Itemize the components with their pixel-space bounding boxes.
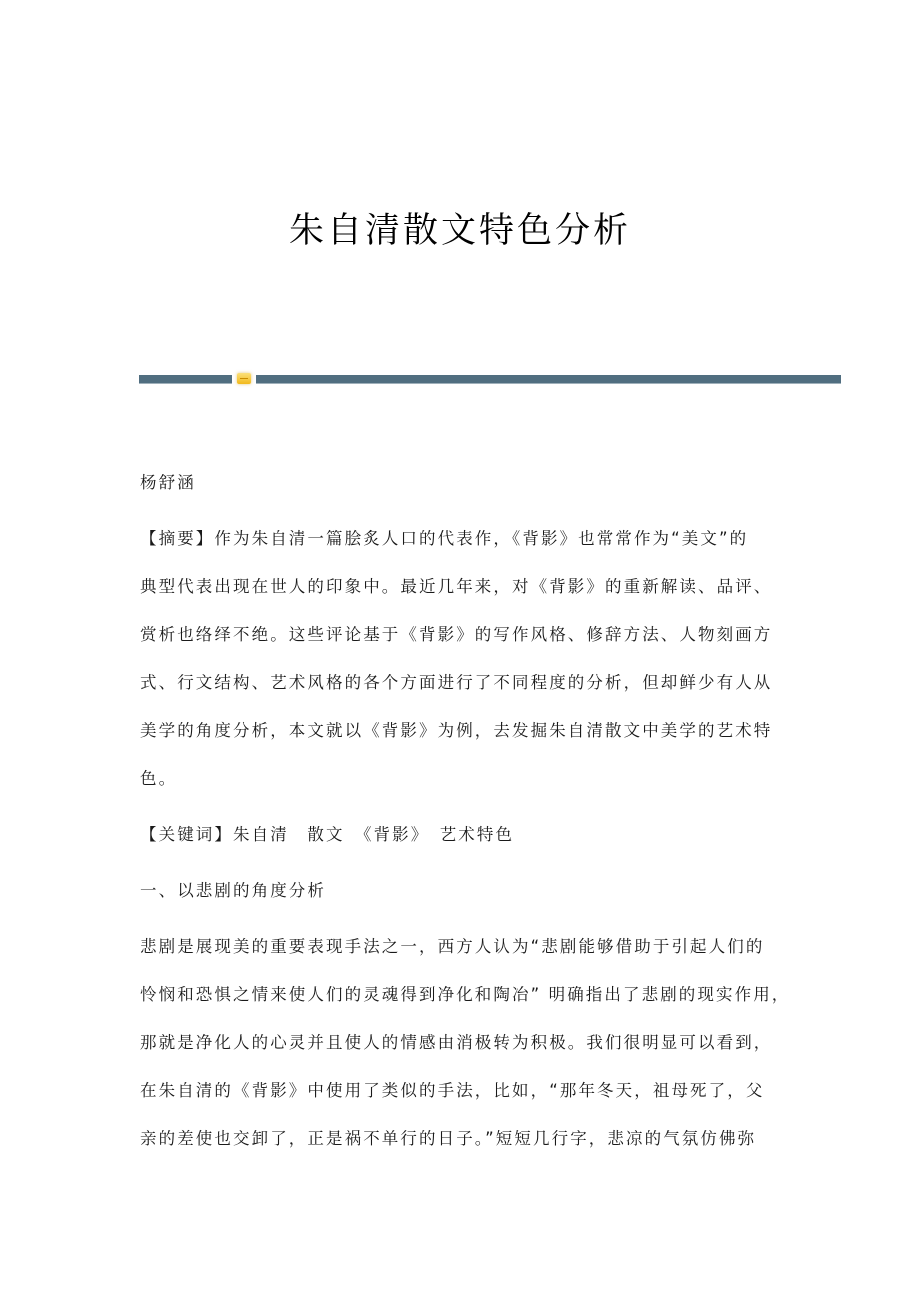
keywords-line: 【关键词】朱自清 散文 《背影》 艺术特色 — [140, 825, 515, 844]
body-line: 那就是净化人的心灵并且使人的情感由消极转为积极。我们很明显可以看到， — [140, 1033, 773, 1052]
section-heading: 一、以悲剧的角度分析 — [140, 881, 326, 900]
abstract-line: 美学的角度分析，本文就以《背影》为例，去发掘朱自清散文中美学的艺术特 — [140, 721, 773, 740]
divider-bar-left — [139, 375, 232, 384]
author-name: 杨舒涵 — [140, 473, 196, 492]
body-line: 怜悯和恐惧之情来使人们的灵魂得到净化和陶冶” 明确指出了悲剧的现实作用， — [140, 985, 791, 1004]
abstract-line: 【摘要】作为朱自清一篇脍炙人口的代表作，《背影》也常常作为“美文”的 — [140, 529, 749, 548]
abstract-line: 赏析也络绎不绝。这些评论基于《背影》的写作风格、修辞方法、人物刻画方 — [140, 625, 773, 644]
abstract-line: 色。 — [140, 769, 178, 788]
body-line: 亲的差使也交卸了，正是祸不单行的日子。”短短几行字，悲凉的气氛仿佛弥 — [140, 1129, 757, 1148]
gold-bar-icon — [237, 373, 251, 384]
document-title: 朱自清散文特色分析 — [288, 211, 631, 251]
abstract-line: 典型代表出现在世人的印象中。最近几年来，对《背影》的重新解读、品评、 — [140, 577, 773, 596]
divider-bar-right — [256, 375, 841, 384]
title-divider — [139, 375, 841, 384]
body-line: 在朱自清的《背影》中使用了类似的手法，比如，“那年冬天，祖母死了，父 — [140, 1081, 765, 1100]
abstract-line: 式、行文结构、艺术风格的各个方面进行了不同程度的分析，但却鲜少有人从 — [140, 673, 773, 692]
body-line: 悲剧是展现美的重要表现手法之一，西方人认为“悲剧能够借助于引起人们的 — [140, 937, 765, 956]
